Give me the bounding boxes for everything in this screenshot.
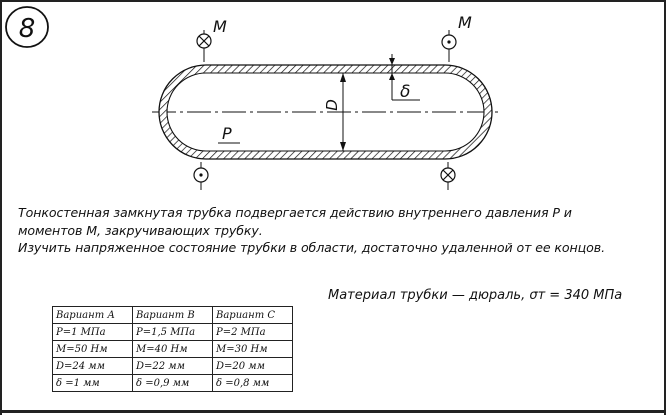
- table-cell: M=40 Нм: [133, 341, 213, 358]
- pressure-label: P: [222, 124, 232, 143]
- table-cell: P=1 МПа: [53, 324, 133, 341]
- variants-table: [52, 306, 293, 392]
- header-variant-b: Вариант В: [133, 307, 213, 324]
- table-cell: P=2 МПа: [213, 324, 293, 341]
- table-cell: D=22 мм: [133, 358, 213, 375]
- table-row: [53, 375, 293, 392]
- moment-label-right: M: [458, 13, 472, 32]
- description-line-2: моментов M, закручивающих трубку.: [18, 222, 263, 238]
- table-cell: δ =1 мм: [53, 375, 133, 392]
- table-row: [53, 358, 293, 375]
- moment-label-left: M: [213, 17, 227, 36]
- table-row: [53, 341, 293, 358]
- thickness-label: δ: [400, 82, 411, 102]
- material-note: Материал трубки — дюраль, σт = 340 МПа: [328, 288, 623, 303]
- diameter-label: D: [323, 99, 341, 111]
- table-cell: δ =0,9 мм: [133, 375, 213, 392]
- header-variant-c: Вариант С: [213, 307, 293, 324]
- problem-description: [18, 204, 658, 257]
- table-cell: M=30 Нм: [213, 341, 293, 358]
- table-row: [53, 324, 293, 341]
- table-cell: D=20 мм: [213, 358, 293, 375]
- table-cell: D=24 мм: [53, 358, 133, 375]
- table-header-row: [53, 307, 293, 324]
- tube-figure: [0, 0, 666, 200]
- description-line-3: Изучить напряженное состояние трубки в области, достаточно удаленной от ее концов.: [18, 240, 605, 255]
- description-line-1: Тонкостенная замкнутая трубка подвергается действию внутреннего давления P и: [18, 205, 572, 220]
- bottom-border: [0, 410, 666, 413]
- table-cell: M=50 Нм: [53, 341, 133, 358]
- table-cell: P=1,5 МПа: [133, 324, 213, 341]
- table-cell: δ =0,8 мм: [213, 375, 293, 392]
- header-variant-a: Вариант А: [53, 307, 133, 324]
